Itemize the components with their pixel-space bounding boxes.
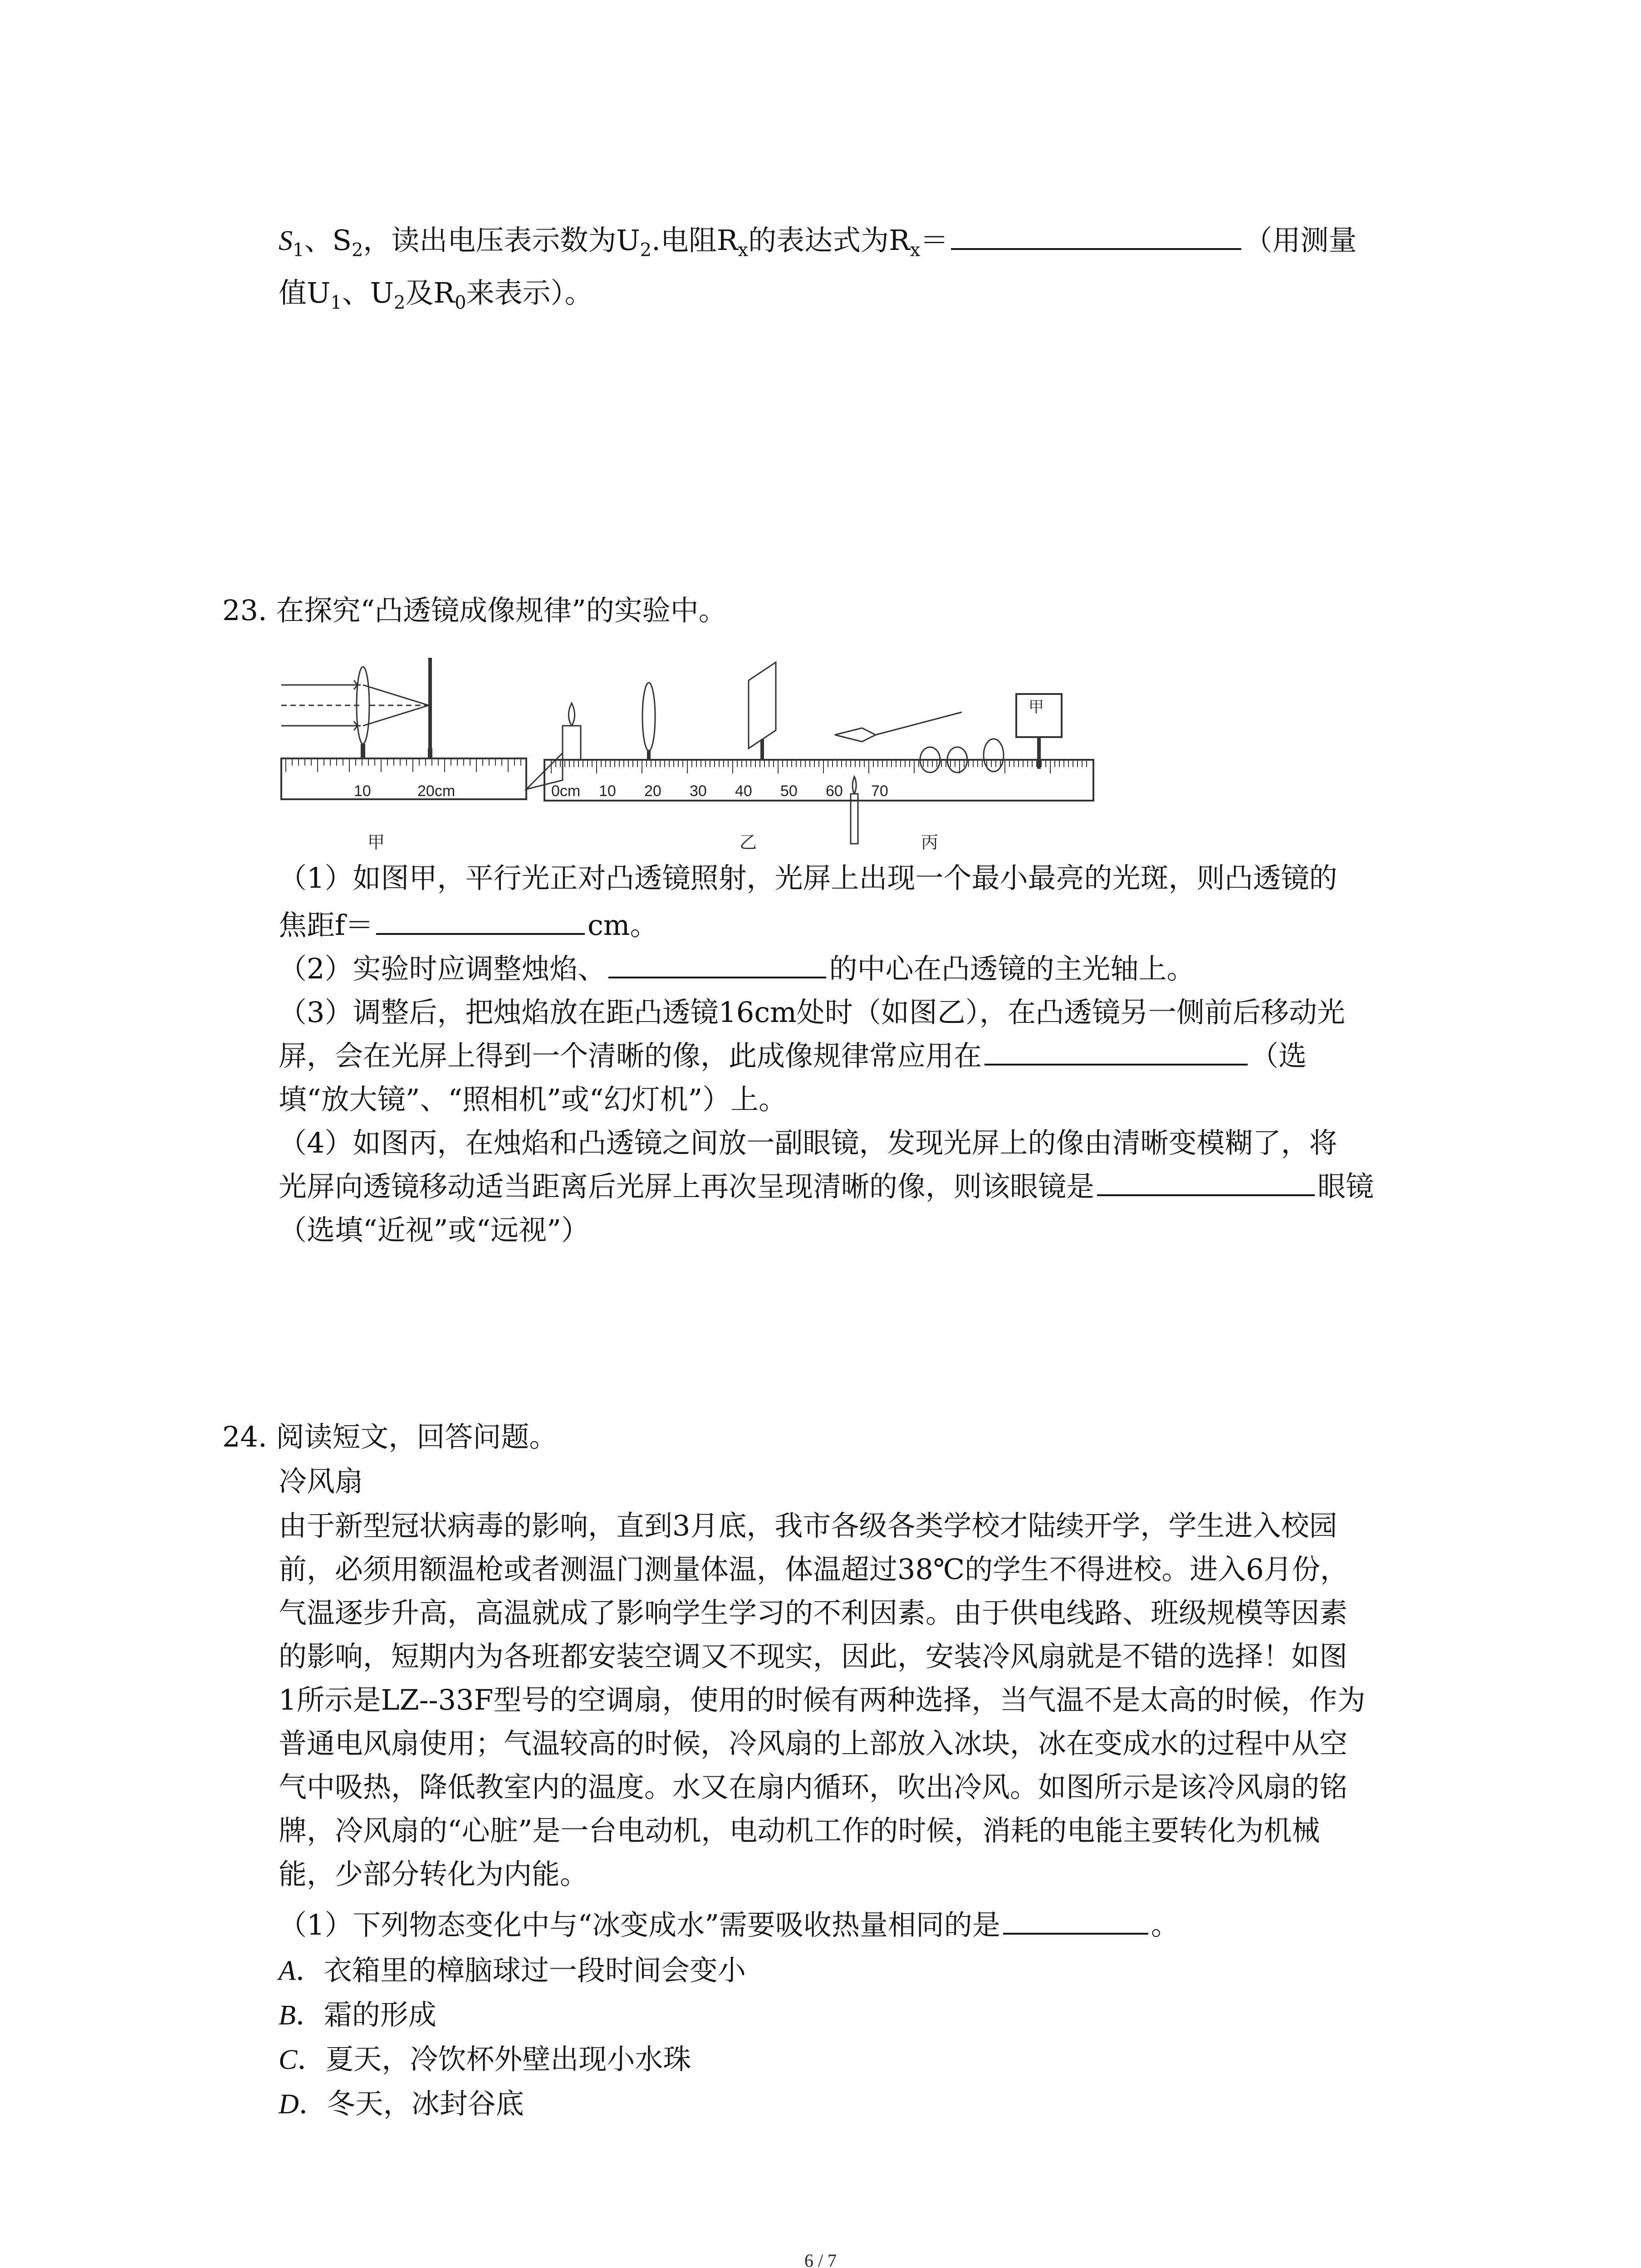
ruler-2-ticks: [551, 760, 1087, 773]
passage-line: 普通电风扇使用；气温较高的时候，冷风扇的上部放入冰块，冰在变成水的过程中从空: [279, 1727, 1348, 1760]
passage-line: 气中吸热，降低教室内的温度。水又在扇内循环，吹出冷风。如图所示是该冷风扇的铭: [279, 1770, 1348, 1804]
passage-line: 能，少部分转化为内能。: [279, 1857, 588, 1891]
option-text: ．夏天，冷饮杯外壁出现小水珠: [297, 2043, 691, 2076]
sub: 0: [455, 292, 466, 313]
glasses-type-blank[interactable]: [1097, 1166, 1315, 1196]
rx-answer-blank[interactable]: [951, 220, 1241, 250]
lens-icon: [642, 683, 655, 751]
text: （4）如图丙，在烛焰和凸透镜之间放一副眼镜，发现光屏上的像由清晰变模糊了，将: [279, 1126, 1337, 1159]
q22-line-2: [279, 271, 593, 324]
q24-sub1: [279, 1903, 1179, 1947]
q23-p4-b: [279, 1165, 1374, 1208]
text: （1）如图甲，平行光正对凸透镜照射，光屏上出现一个最小最亮的光斑，则凸透镜的: [279, 861, 1337, 894]
text: （3）调整后，把烛焰放在距凸透镜16cm处时（如图乙），在凸透镜另一侧前后移动光: [279, 996, 1345, 1029]
text: （选: [1250, 1039, 1307, 1072]
q23-p1-b: [279, 904, 658, 947]
fig-label-jia: 甲: [367, 833, 385, 852]
page-number: 6 / 7: [804, 2250, 837, 2268]
ruler-1-tick-label: 10: [354, 782, 371, 800]
text: 及R: [405, 276, 455, 309]
sub: 2: [393, 292, 406, 313]
question-stem: 阅读短文，回答问题。: [276, 1420, 558, 1453]
focal-length-blank[interactable]: [376, 905, 585, 935]
flame-icon: [568, 703, 574, 726]
text: 屏，会在光屏上得到一个清晰的像，此成像规律常应用在: [279, 1039, 982, 1072]
passage-line: 由于新型冠状病毒的影响，直到3月底，我市各级各类学校才陆续开学，学生进入校园: [279, 1509, 1337, 1542]
q23-p1-a: [279, 856, 1337, 900]
q23-p3-a: [279, 991, 1345, 1034]
text: 值U: [279, 276, 331, 309]
tick-label: 40: [735, 782, 752, 800]
text: 的表达式为R: [748, 224, 910, 257]
q24-title: [279, 1460, 363, 1503]
sub: 1: [330, 292, 342, 313]
sub-x: x: [910, 240, 921, 261]
option-text: ．冬天，冰封谷底: [299, 2087, 524, 2120]
sub1-answer-blank[interactable]: [1003, 1905, 1148, 1935]
text: （用测量: [1244, 224, 1357, 257]
text: （1）下列物态变化中与“冰变成水”需要吸收热量相同的是: [279, 1908, 1000, 1941]
sub-2: 2: [351, 240, 363, 261]
text: 、U: [342, 276, 394, 309]
question-stem: 在探究“凸透镜成像规律”的实验中。: [276, 594, 727, 627]
text: 眼镜: [1318, 1170, 1374, 1203]
text: 、S: [304, 224, 352, 257]
text: 光屏向透镜移动适当距离后光屏上再次呈现清晰的像，则该眼镜是: [279, 1170, 1095, 1203]
flame-icon: [852, 777, 856, 794]
tick-label: 50: [780, 782, 798, 800]
text: ，读出电压表示数为U: [363, 224, 640, 257]
ruler-1-ticks: [286, 758, 521, 772]
option-text: ．衣箱里的樟脑球过一段时间会变小: [295, 1954, 746, 1987]
center-blank[interactable]: [608, 948, 826, 978]
text: 来表示）。: [466, 276, 593, 309]
text: 。: [1151, 1908, 1179, 1941]
option-a[interactable]: [279, 1949, 746, 1993]
option-letter: A: [279, 1955, 296, 1986]
tick-label: 60: [826, 782, 843, 800]
tick-label: 70: [871, 782, 888, 800]
text: 的中心在凸透镜的主光轴上。: [829, 952, 1195, 985]
q23-p4-d: [279, 1208, 589, 1252]
figure-jia: [281, 658, 526, 799]
option-c[interactable]: [279, 2038, 691, 2082]
q23-p3-b: [279, 1034, 1307, 1078]
optics-figure: [272, 644, 1543, 853]
q24-stem: [222, 1415, 557, 1459]
hand-icon: [835, 728, 876, 742]
text: .电阻R: [652, 224, 738, 257]
text: （2）实验时应调整烛焰、: [279, 952, 606, 985]
tick-label: 30: [690, 782, 707, 800]
passage-line: 前，必须用额温枪或者测温门测量体温，体温超过38℃的学生不得进校。进入6月份，: [279, 1553, 1348, 1586]
text: （选填“近视”或“远视”）: [279, 1213, 589, 1246]
passage-line: 的影响，短期内为各班都安装空调又不现实，因此，安装冷风扇就是不错的选择！如图: [279, 1640, 1348, 1673]
tick-label: 10: [599, 782, 616, 800]
option-b[interactable]: [279, 1993, 436, 2037]
candle-icon: [563, 726, 581, 760]
option-d[interactable]: [279, 2082, 524, 2126]
text: 填“放大镜”、“照相机”或“幻灯机”）上。: [279, 1083, 787, 1116]
q23-p4-a: [279, 1121, 1337, 1165]
text: cm。: [587, 909, 658, 942]
application-blank[interactable]: [985, 1036, 1248, 1066]
sub-x: x: [738, 240, 749, 261]
fig-label-bing: 丙: [921, 833, 939, 852]
figure-yi: [526, 662, 1093, 801]
option-letter: B: [279, 2000, 296, 2031]
option-text: ．霜的形成: [295, 1998, 436, 2031]
passage-line: 牌，冷风扇的“心脏”是一台电动机，电动机工作的时候，消耗的电能主要转化为机械: [279, 1814, 1320, 1847]
fig-label-yi: 乙: [740, 833, 757, 852]
text: ＝: [920, 224, 949, 257]
question-number: 24.: [222, 1420, 267, 1453]
option-letter: D: [279, 2089, 299, 2120]
option-letter: C: [279, 2044, 298, 2075]
text: 焦距f＝: [279, 909, 373, 942]
passage-line: 气温逐步升高，高温就成了影响学生学习的不利因素。由于供电线路、班级规模等因素: [279, 1596, 1348, 1629]
q22-line-1: [279, 219, 1357, 272]
question-number: 23.: [222, 594, 267, 627]
passage-line: 1所示是LZ--33F型号的空调扇，使用的时候有两种选择，当气温不是太高的时候，作为: [279, 1683, 1366, 1716]
ruler-1-tick-label: 20cm: [417, 782, 456, 800]
passage-title: 冷风扇: [279, 1465, 363, 1498]
q23-stem: [222, 589, 727, 632]
screen-label: 甲: [1029, 699, 1044, 716]
q23-p3-d: [279, 1078, 787, 1121]
tick-label: 0cm: [551, 782, 581, 800]
q23-p2: [279, 947, 1195, 991]
sub-u2: 2: [640, 240, 652, 261]
tick-label: 20: [644, 782, 661, 800]
screen-icon: [749, 662, 776, 748]
ruler-2-labels: [551, 782, 888, 800]
lens-icon: [984, 739, 1004, 772]
var-s: S: [279, 225, 293, 256]
sub-1: 1: [293, 240, 304, 261]
